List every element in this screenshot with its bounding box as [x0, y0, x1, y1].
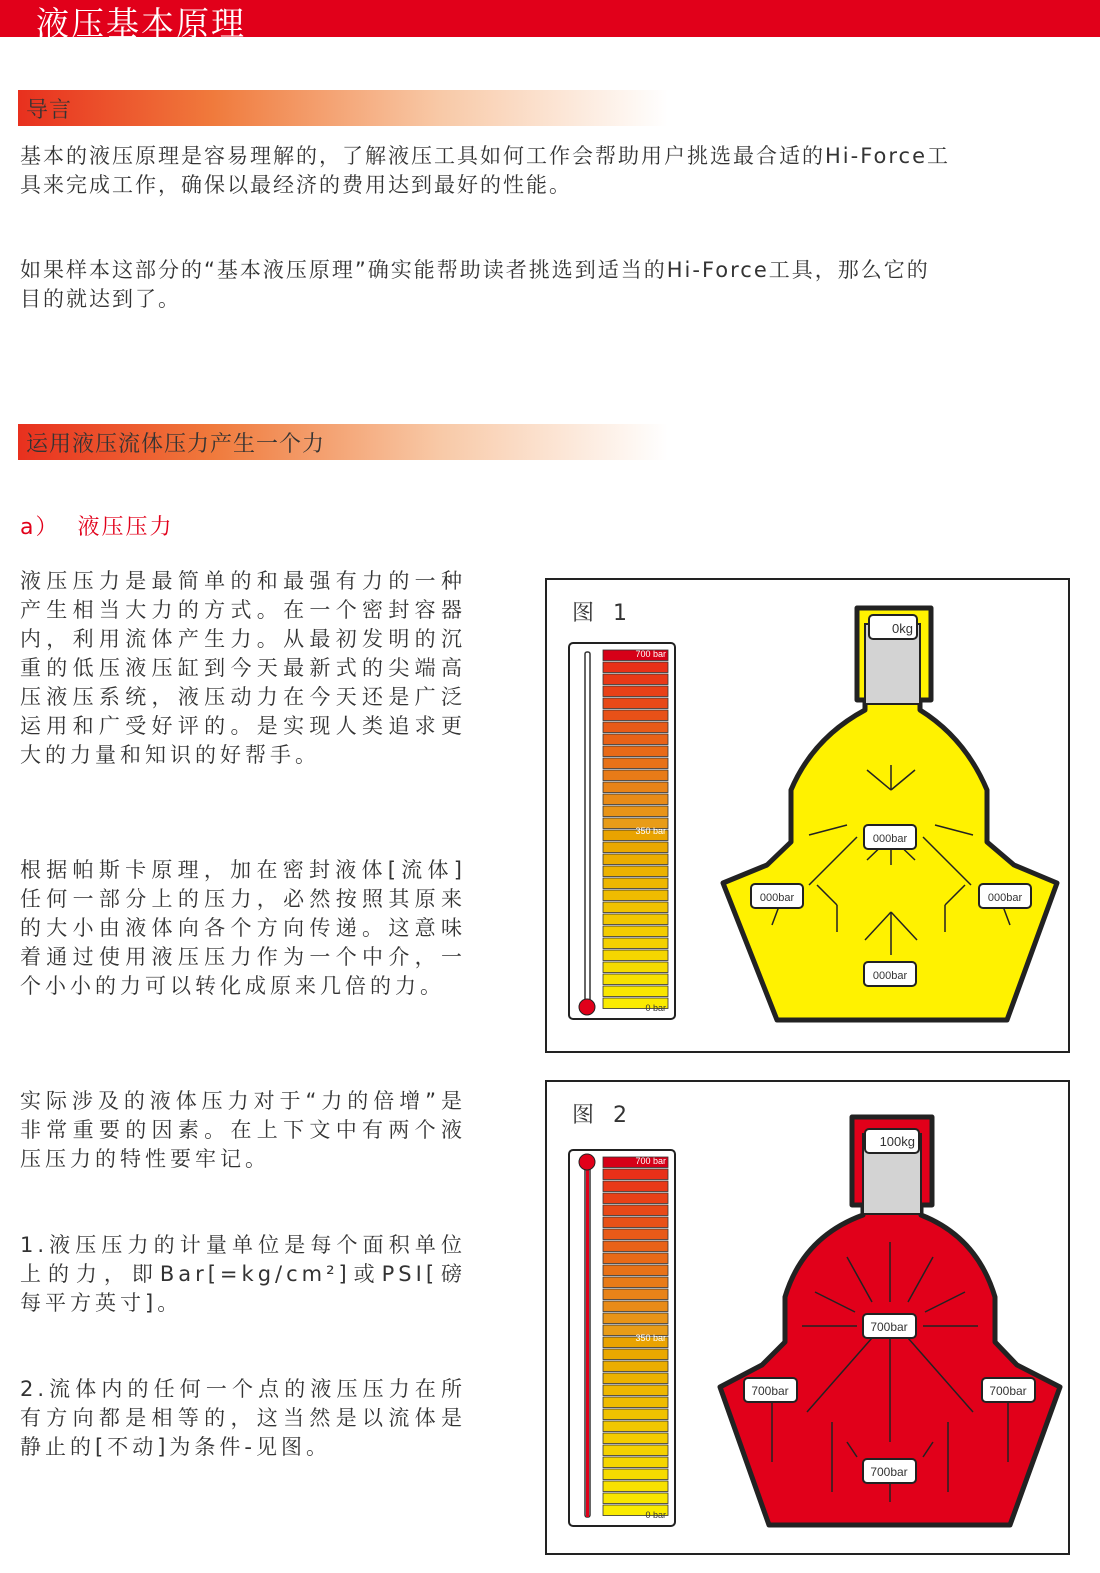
gauge-segment: [603, 1253, 668, 1264]
figure-1: [545, 578, 1070, 1053]
gauge-segment: [603, 782, 668, 793]
section-heading-intro: [18, 90, 668, 126]
pressure-gauge: [569, 643, 675, 1019]
gauge-segment: [603, 1373, 668, 1384]
gauge-segment: [603, 1169, 668, 1180]
gauge-bulb: [579, 999, 595, 1015]
gauge-segment: [603, 1181, 668, 1192]
gauge-segment: [603, 770, 668, 781]
gauge-segment: [603, 1229, 668, 1240]
gauge-segment: [603, 1313, 668, 1324]
gauge-segment: [603, 662, 668, 673]
gauge-bulb: [579, 1154, 595, 1170]
reading-center: 700bar: [870, 1320, 908, 1334]
weight-value: 100kg: [879, 1134, 915, 1149]
gauge-mercury: [586, 1162, 589, 1517]
section-heading-label: 运用液压流体压力产生一个力: [26, 432, 326, 457]
reading-center: 000bar: [872, 833, 908, 845]
header-bar: [0, 0, 1100, 43]
intro-paragraph-2: [20, 256, 930, 314]
reading-bottom: 700bar: [870, 1465, 908, 1479]
gauge-tube: [585, 652, 590, 1007]
gauge-segment: [603, 698, 668, 709]
body-paragraph-1: 液压压力是最简单的和最强有力的一种产生相当大力的方式。在一个密封容器内，利用流体产生力。从最初发明的沉重的低压液压缸到今天最新式的尖端高压液压系统，液压动力在今天还是广泛运用和广受好评的。是实现人类追求更大的力量和知识的好帮手。: [20, 569, 466, 767]
gauge-segment: [603, 926, 668, 937]
list-item-2: 2.流体内的任何一个点的液压压力在所有方向都是相等的，这当然是以流体是静止的[不动]为条件-见图。: [20, 1377, 466, 1459]
page-title: 液压基本原理: [36, 4, 246, 43]
subsection-number: a）: [20, 515, 60, 540]
text-line: 如果样本这部分的“基本液压原理”确实能帮助读者挑选到适当的Hi-Force工具，那么它的: [20, 258, 930, 282]
gauge-segment: [603, 1241, 668, 1252]
reading-bottom: 000bar: [872, 970, 908, 982]
gauge-segment: [603, 1217, 668, 1228]
gauge-segment: [603, 734, 668, 745]
list-item-1: 1.液压压力的计量单位是每个面积单位上的力，即Bar[=kg/cm²]或PSI[磅每平方英寸]。: [20, 1233, 466, 1315]
gauge-segment: [603, 878, 668, 889]
gauge-segment: [603, 1205, 668, 1216]
gauge-segment: [603, 1409, 668, 1420]
gauge-segment: [603, 1433, 668, 1444]
reading-right: 700bar: [989, 1384, 1027, 1398]
gauge-segment: [603, 1361, 668, 1372]
figure-2: [545, 1080, 1070, 1555]
gauge-segment: [603, 794, 668, 805]
pressure-gauge: [569, 1150, 675, 1526]
gauge-segment: [603, 890, 668, 901]
section-heading-label: 导言: [26, 98, 73, 123]
gauge-top-label: 700 bar: [635, 649, 666, 659]
figure-1-diagram: [547, 580, 1072, 1055]
gauge-segment: [603, 806, 668, 817]
gauge-segment: [603, 914, 668, 925]
text-line: 具来完成工作，确保以最经济的费用达到最好的性能。: [20, 173, 572, 197]
gauge-segment: [603, 854, 668, 865]
subsection-title: 液压压力: [77, 515, 174, 540]
gauge-segment: [603, 1265, 668, 1276]
gauge-segment: [603, 1469, 668, 1480]
gauge-segment: [603, 1277, 668, 1288]
gauge-bottom-label: 0 bar: [645, 1003, 666, 1013]
gauge-top-label: 700 bar: [635, 1156, 666, 1166]
reading-right: 000bar: [987, 892, 1023, 904]
gauge-segment: [603, 938, 668, 949]
gauge-segment: [603, 1445, 668, 1456]
gauge-segment: [603, 1397, 668, 1408]
gauge-segment: [603, 1457, 668, 1468]
figure-label: 图 2: [572, 1103, 633, 1128]
gauge-segment: [603, 758, 668, 769]
text-line: 目的就达到了。: [20, 287, 181, 311]
weight-value: 0kg: [892, 621, 913, 636]
body-paragraph-2: 根据帕斯卡原理，加在密封液体[流体]任何一部分上的压力，必然按照其原来的大小由液体向各个方向传递。这意味着通过使用液压压力作为一个中介，一个小小的力可以转化成原来几倍的力。: [20, 858, 466, 998]
gauge-segment: [603, 746, 668, 757]
gauge-segment: [603, 866, 668, 877]
gauge-mid-label: 350 bar: [635, 826, 666, 836]
gauge-segment: [603, 1349, 668, 1360]
gauge-segment: [603, 1193, 668, 1204]
gauge-segment: [603, 722, 668, 733]
gauge-segment: [603, 950, 668, 961]
section-heading-force: [18, 424, 668, 460]
gauge-segment: [603, 1385, 668, 1396]
gauge-segment: [603, 1421, 668, 1432]
gauge-segment: [603, 842, 668, 853]
gauge-bottom-label: 0 bar: [645, 1510, 666, 1520]
subsection-heading: [20, 510, 174, 541]
gauge-segment: [603, 686, 668, 697]
gauge-segment: [603, 1481, 668, 1492]
gauge-segment: [603, 986, 668, 997]
gauge-segment: [603, 674, 668, 685]
intro-paragraph-1: [20, 142, 950, 200]
gauge-mid-label: 350 bar: [635, 1333, 666, 1343]
hydraulic-vessel: [723, 608, 1057, 1020]
text-line: 基本的液压原理是容易理解的，了解液压工具如何工作会帮助用户挑选最合适的Hi-Force工: [20, 144, 951, 168]
figure-2-diagram: [547, 1082, 1072, 1557]
gauge-segment: [603, 1493, 668, 1504]
gauge-segment: [603, 710, 668, 721]
reading-left: 700bar: [751, 1384, 789, 1398]
figure-label: 图 1: [572, 601, 633, 626]
gauge-segment: [603, 974, 668, 985]
reading-left: 000bar: [759, 892, 795, 904]
gauge-segment: [603, 962, 668, 973]
gauge-segment: [603, 902, 668, 913]
gauge-segment: [603, 1301, 668, 1312]
gauge-segment: [603, 1289, 668, 1300]
body-paragraph-3: 实际涉及的液体压力对于“力的倍增”是非常重要的因素。在上下文中有两个液压压力的特性要牢记。: [20, 1089, 466, 1171]
